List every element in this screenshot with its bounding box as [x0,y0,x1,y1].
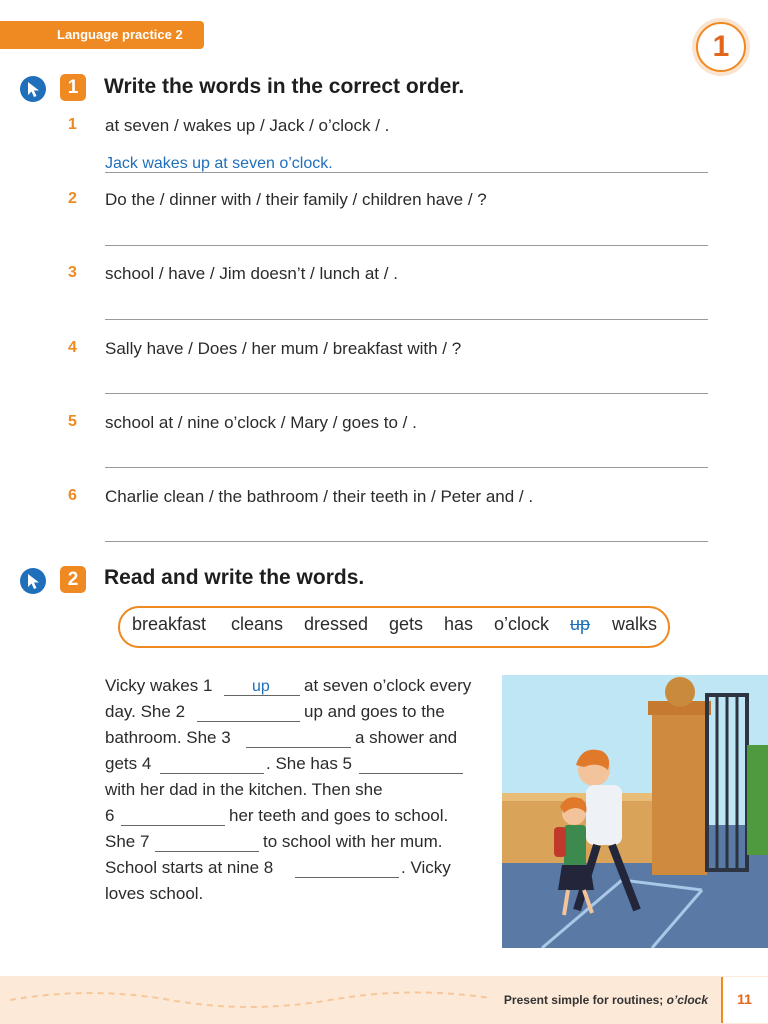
word-box-item-crossed: up [570,614,591,634]
footer-topic: Present simple for routines; o’clock [503,993,708,1007]
passage-text: with her dad in the kitchen. Then she [105,780,383,799]
gap-line[interactable] [224,694,300,696]
item-number: 6 [68,487,77,504]
passage-text: gets 4 [105,754,152,773]
passage-text: 6 [105,806,115,825]
answer-line[interactable] [105,245,708,246]
passage-text: She 7 [105,832,150,851]
passage-text: day. She 2 [105,702,186,721]
item-prompt: Charlie clean / the bathroom / their teeth in / Peter and / . [105,487,534,506]
gap-answer: up [252,678,270,695]
passage-text: her teeth and goes to school. [229,806,449,825]
gap-line[interactable] [246,746,351,748]
exercise-number: 2 [60,566,86,593]
item-prompt: Do the / dinner with / their family / children have / ? [105,190,487,209]
item-number: 4 [68,339,77,356]
gap-line[interactable] [121,824,225,826]
gap-line[interactable] [295,876,399,878]
gap-line[interactable] [197,720,300,722]
item-number: 5 [68,413,77,430]
word-box-item: o’clock [494,614,550,634]
passage-text: . She has 5 [266,754,353,773]
passage-text: bathroom. She 3 [105,728,231,747]
word-box-item: dressed [304,614,369,634]
word-box-item: walks [612,614,658,634]
gap-line[interactable] [359,772,463,774]
item-prompt: school / have / Jim doesn’t / lunch at / . [105,264,398,283]
answer-example: Jack wakes up at seven o’clock. [105,155,333,172]
item-prompt: Sally have / Does / her mum / breakfast with / ? [105,339,462,358]
word-box-item: has [444,614,474,634]
gap-line[interactable] [160,772,264,774]
word-box-item: breakfast [132,614,207,634]
unit-badge [692,18,750,76]
item-number: 2 [68,190,77,207]
cursor-icon[interactable] [20,76,46,102]
passage-text: a shower and [355,728,458,747]
gap-line[interactable] [155,850,259,852]
cursor-icon[interactable] [20,568,46,594]
answer-line[interactable] [105,172,708,173]
item-number: 1 [68,116,77,133]
answer-line[interactable] [105,319,708,320]
answer-line[interactable] [105,393,708,394]
section-tab: Language practice 2 [0,21,204,49]
item-number: 3 [68,264,77,281]
illustration-school-walk [502,675,768,948]
item-prompt: at seven / wakes up / Jack / o’clock / . [105,116,390,135]
word-box-item: gets [389,614,424,634]
passage-text: up and goes to the [304,702,445,721]
passage-text: Vicky wakes 1 [105,676,213,695]
unit-number: 1 [696,22,746,72]
passage-text: to school with her mum. [263,832,443,851]
exercise-number: 1 [60,74,86,101]
passage-text: at seven o’clock every [304,676,472,695]
passage-text: loves school. [105,884,204,903]
answer-line[interactable] [105,541,708,542]
item-prompt: school at / nine o’clock / Mary / goes to / . [105,413,417,432]
passage-text: . Vicky [401,858,451,877]
word-box-item: cleans [231,614,284,634]
exercise-title: Read and write the words. [104,566,365,589]
exercise-title: Write the words in the correct order. [104,75,465,98]
footer-topic-italic: o’clock [666,993,708,1007]
answer-line[interactable] [105,467,708,468]
passage-text: School starts at nine 8 [105,858,274,877]
page-number: 11 [737,991,752,1007]
